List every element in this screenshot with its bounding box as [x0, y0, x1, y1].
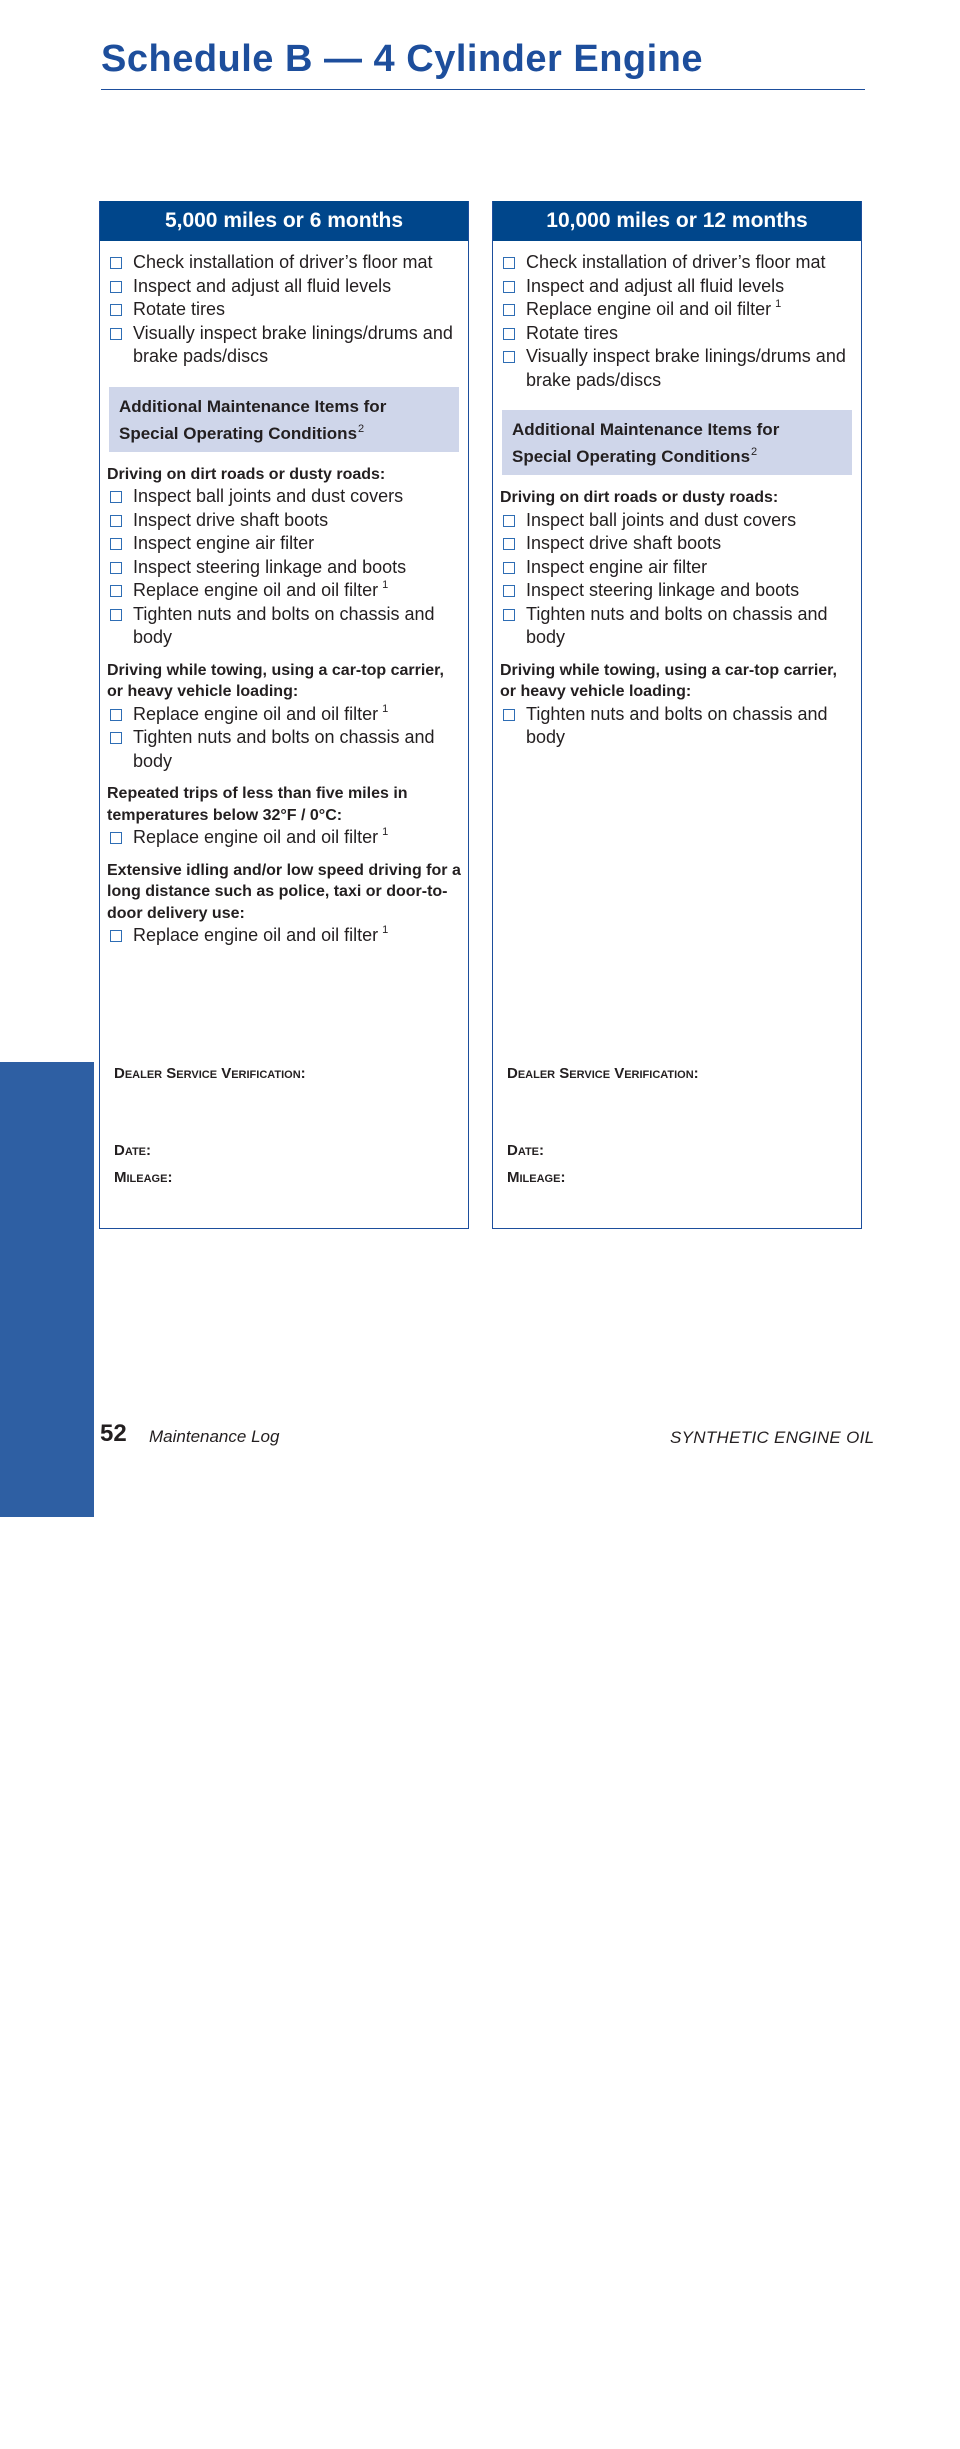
schedule-card-5000 [99, 201, 469, 1229]
condition-block [107, 783, 461, 850]
checklist-item [500, 298, 854, 322]
checkbox[interactable] [110, 609, 122, 621]
checkbox[interactable] [110, 257, 122, 269]
checklist-item-label: Visually inspect brake linings/drums and brake pads/discs [526, 346, 846, 390]
checkbox[interactable] [503, 351, 515, 363]
date-label: Date: [507, 1142, 545, 1159]
card-header: 10,000 miles or 12 months [493, 201, 861, 241]
footer-oil-type: SYNTHETIC ENGINE OIL [670, 1428, 875, 1447]
checklist-item [107, 703, 461, 727]
checklist-item [107, 579, 461, 603]
footer-section-label: Maintenance Log [149, 1427, 280, 1446]
footnote-marker: 1 [382, 579, 389, 591]
checklist-item [107, 924, 461, 948]
side-section-tab [0, 1062, 94, 2449]
side-tab-line-2: SYNTHETIC OIL [47, 2319, 66, 2449]
checklist-item [107, 298, 461, 322]
condition-checklist [107, 924, 461, 948]
checklist-item-label: Inspect steering linkage and boots [133, 556, 407, 577]
checklist-item-label: Inspect ball joints and dust covers [133, 486, 404, 506]
checklist-item [107, 826, 461, 850]
checklist-item-label: Tighten nuts and bolts on chassis and body [133, 603, 435, 647]
page-number: 52 [100, 1420, 127, 1447]
checklist-item [107, 275, 461, 299]
checkbox[interactable] [503, 257, 515, 269]
checklist-item-label: Rotate tires [526, 322, 619, 343]
checklist-item-label: Replace engine oil and oil filter [133, 827, 379, 847]
checklist-item [500, 556, 854, 580]
conditions-list [500, 487, 854, 750]
checkbox[interactable] [110, 930, 122, 942]
mileage-label: Mileage: [507, 1169, 566, 1186]
checklist-item-label: Visually inspect brake linings/drums and brake pads/discs [133, 322, 453, 366]
checklist-item [107, 556, 461, 580]
checkbox[interactable] [503, 709, 515, 721]
checklist-item-label: Inspect and adjust all fluid levels [133, 275, 392, 296]
condition-block [500, 487, 854, 650]
checkbox[interactable] [110, 832, 122, 844]
date-label: Date: [114, 1142, 152, 1159]
additional-items-box [109, 387, 459, 452]
checkbox[interactable] [110, 585, 122, 597]
condition-checklist [107, 485, 461, 650]
checklist-item [107, 726, 461, 773]
checklist-item-label: Tighten nuts and bolts on chassis and body [133, 727, 435, 771]
checklist-item [107, 603, 461, 650]
checkbox[interactable] [110, 732, 122, 744]
side-tab-label [27, 2319, 67, 2448]
checklist-item [107, 485, 461, 509]
checklist-item-label: Inspect drive shaft boots [526, 533, 722, 553]
condition-heading: Driving while towing, using a car-top carrier, or heavy vehicle loading: [107, 661, 444, 700]
checkbox[interactable] [503, 609, 515, 621]
checklist-item [500, 532, 854, 556]
checklist-item-label: Check installation of driver’s floor mat [133, 252, 433, 272]
checklist-item [107, 251, 461, 275]
condition-heading: Repeated trips of less than five miles in temperatures below 32°F / 0°C: [107, 785, 408, 824]
main-checklist [500, 251, 854, 392]
side-tab-line-1: SCHEDULE B [27, 2328, 46, 2440]
checkbox[interactable] [110, 304, 122, 316]
condition-heading: Extensive idling and/or low speed driving for a long distance such as police, taxi or door-to-door delivery use: [107, 861, 461, 922]
checkbox[interactable] [503, 515, 515, 527]
condition-block [107, 660, 461, 774]
condition-checklist [500, 703, 854, 750]
card-body [100, 241, 468, 948]
checklist-item-label: Replace engine oil and oil filter [133, 925, 379, 945]
footnote-marker: 1 [382, 924, 389, 936]
condition-checklist [107, 826, 461, 850]
checkbox[interactable] [110, 491, 122, 503]
condition-heading: Driving while towing, using a car-top carrier, or heavy vehicle loading: [500, 661, 837, 700]
schedule-card-10000 [492, 201, 862, 1229]
additional-items-title: Additional Maintenance Items for Special Operating Conditions [119, 396, 387, 443]
checkbox[interactable] [110, 515, 122, 527]
checklist-item [500, 345, 854, 392]
footnote-marker: 1 [382, 826, 389, 838]
title-divider [101, 89, 865, 90]
checkbox[interactable] [110, 538, 122, 550]
checklist-item-label: Inspect ball joints and dust covers [526, 509, 797, 530]
checklist-item-label: Tighten nuts and bolts on chassis and body [526, 603, 828, 647]
condition-heading: Driving on dirt roads or dusty roads: [107, 465, 386, 483]
condition-block [107, 464, 461, 650]
checklist-item [500, 322, 854, 346]
checkbox[interactable] [110, 709, 122, 721]
main-checklist [107, 251, 461, 369]
checklist-item-label: Replace engine oil and oil filter [526, 299, 772, 319]
checklist-item [107, 532, 461, 556]
checklist-item-label: Inspect and adjust all fluid levels [526, 275, 785, 296]
checklist-item-label: Replace engine oil and oil filter [133, 580, 379, 600]
checklist-item [500, 275, 854, 299]
checklist-item [500, 251, 854, 275]
dealer-verification-label: Dealer Service Verification: [507, 1065, 699, 1082]
checkbox[interactable] [110, 562, 122, 574]
dealer-verification-label: Dealer Service Verification: [114, 1065, 306, 1082]
condition-checklist [500, 509, 854, 650]
checklist-item [500, 603, 854, 650]
checklist-item [500, 703, 854, 750]
checklist-item-label: Inspect drive shaft boots [133, 509, 329, 530]
checkbox[interactable] [110, 328, 122, 340]
checkbox[interactable] [503, 585, 515, 597]
card-body [493, 241, 861, 750]
checkbox[interactable] [503, 328, 515, 340]
additional-footnote: 2 [751, 446, 758, 458]
checklist-item-label: Inspect engine air filter [526, 556, 708, 577]
condition-checklist [107, 703, 461, 774]
mileage-label: Mileage: [114, 1169, 173, 1186]
checklist-item-label: Inspect engine air filter [133, 533, 315, 553]
checklist-item [500, 579, 854, 603]
checkbox[interactable] [503, 281, 515, 293]
checklist-item-label: Replace engine oil and oil filter [133, 703, 379, 724]
checklist-item-label: Check installation of driver’s floor mat [526, 252, 826, 272]
checkbox[interactable] [503, 562, 515, 574]
condition-block [500, 660, 854, 750]
footnote-marker: 1 [775, 298, 782, 310]
conditions-list [107, 464, 461, 948]
additional-footnote: 2 [358, 422, 365, 435]
checklist-item-label: Rotate tires [133, 299, 226, 319]
condition-heading: Driving on dirt roads or dusty roads: [500, 489, 779, 506]
checklist-item-label: Inspect steering linkage and boots [526, 580, 800, 600]
checkbox[interactable] [503, 304, 515, 316]
footnote-marker: 1 [382, 702, 389, 715]
checklist-item [500, 509, 854, 533]
additional-items-box [502, 410, 852, 475]
condition-block [107, 860, 461, 948]
additional-items-title: Additional Maintenance Items for Special Operating Conditions [512, 420, 780, 466]
checklist-item-label: Tighten nuts and bolts on chassis and body [526, 703, 828, 747]
checklist-item [107, 322, 461, 369]
checkbox[interactable] [503, 538, 515, 550]
page-title: Schedule B — 4 Cylinder Engine [101, 38, 704, 80]
checklist-item [107, 509, 461, 533]
checkbox[interactable] [110, 281, 122, 293]
card-header: 5,000 miles or 6 months [100, 201, 468, 241]
